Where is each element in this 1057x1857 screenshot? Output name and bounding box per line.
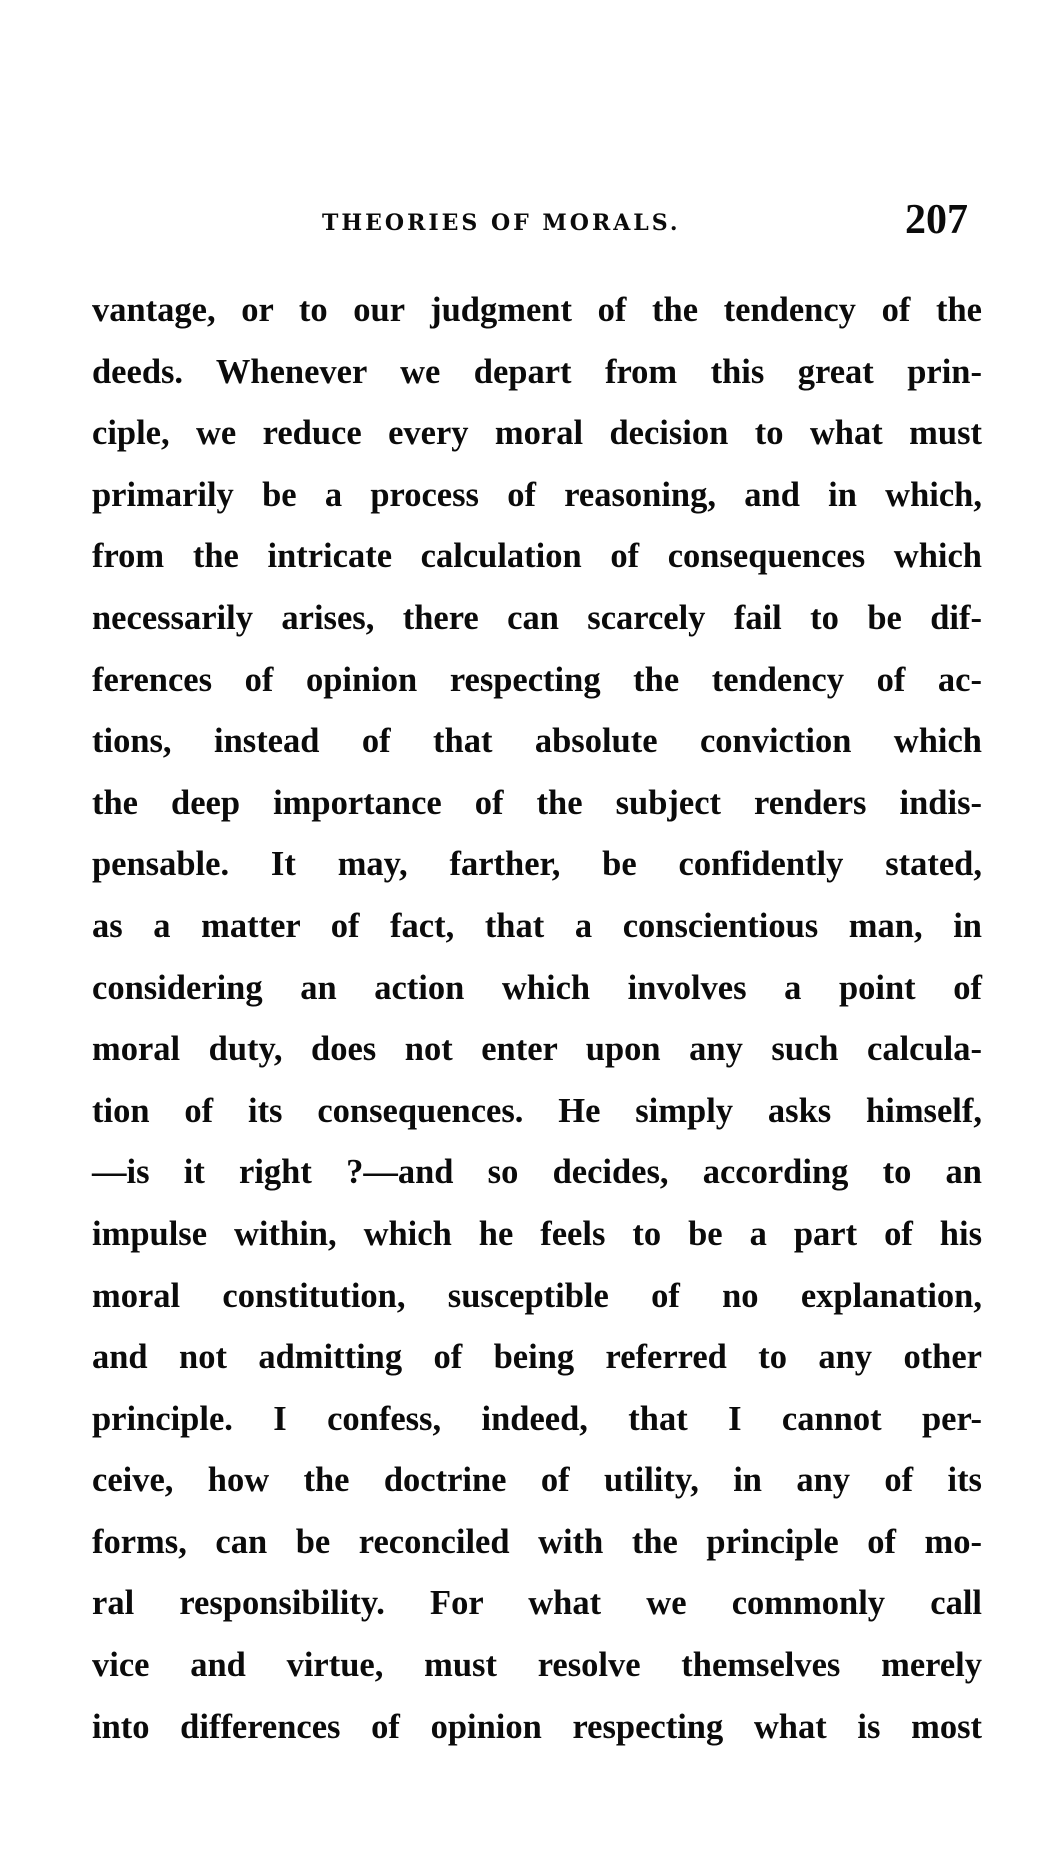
text-line: vantage, or to our judgment of the tendency of the xyxy=(92,291,982,329)
text-line: impulse within, which he feels to be a part of his xyxy=(92,1214,982,1253)
text-line: ceive, how the doctrine of utility, in any of its xyxy=(92,1461,982,1500)
text-line: —is it right ?—and so decides, according to an xyxy=(92,1153,982,1192)
text-line: ciple, we reduce every moral decision to what must xyxy=(92,414,982,453)
text-line: from the intricate calculation of consequences which xyxy=(92,537,982,576)
text-line: and not admitting of being referred to any other xyxy=(92,1338,982,1377)
text-line: vice and virtue, must resolve themselves merely xyxy=(92,1646,982,1685)
text-line: as a matter of fact, that a conscientious man, in xyxy=(92,906,982,945)
text-line: moral constitution, susceptible of no explanation, xyxy=(92,1276,982,1315)
text-line: the deep importance of the subject renders indis- xyxy=(92,783,982,822)
text-line: deeds. Whenever we depart from this great prin- xyxy=(92,352,982,391)
text-line: necessarily arises, there can scarcely fail to be dif- xyxy=(92,598,982,637)
text-line: tion of its consequences. He simply asks himself, xyxy=(92,1091,982,1130)
text-line: primarily be a process of reasoning, and in which, xyxy=(92,475,982,514)
text-line: pensable. It may, farther, be confidently stated, xyxy=(92,845,982,884)
text-line: tions, instead of that absolute conviction which xyxy=(92,722,982,761)
body-text xyxy=(92,280,982,1758)
text-line: into differences of opinion respecting what is most xyxy=(92,1707,982,1746)
running-title: THEORIES OF MORALS. xyxy=(322,210,681,236)
running-head xyxy=(92,196,982,246)
text-line: ferences of opinion respecting the tendency of ac- xyxy=(92,660,982,699)
page-number: 207 xyxy=(905,197,968,243)
text-line: principle. I confess, indeed, that I cannot per- xyxy=(92,1399,982,1438)
text-line: forms, can be reconciled with the principle of mo- xyxy=(92,1522,982,1561)
text-line: considering an action which involves a point of xyxy=(92,968,982,1007)
text-line: moral duty, does not enter upon any such calcula- xyxy=(92,1030,982,1069)
text-line: ral responsibility. For what we commonly call xyxy=(92,1584,982,1623)
